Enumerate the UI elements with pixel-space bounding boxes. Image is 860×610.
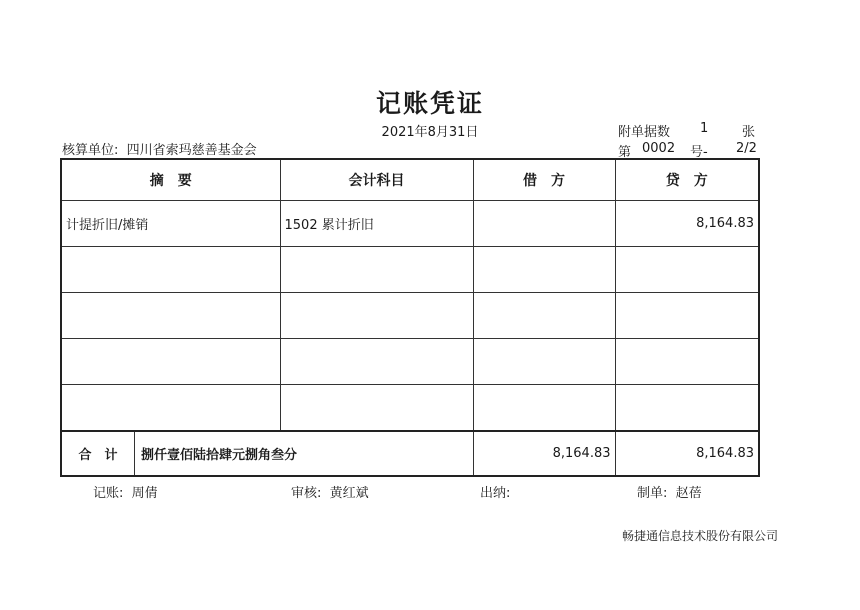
total-amount-words: 捌仟壹佰陆拾肆元捌角叁分 — [141, 448, 298, 463]
cell-summary — [61, 339, 280, 385]
attachment-label: 附单据数 — [618, 125, 671, 140]
table-row — [61, 339, 759, 385]
preparer-label: 制单: — [637, 486, 668, 501]
voucher-table — [60, 158, 760, 477]
reviewer-name: 黄红斌 — [329, 486, 369, 501]
cell-credit — [615, 385, 759, 432]
bookkeeper-signature — [93, 482, 158, 501]
header-debit: 借 方 — [473, 159, 615, 201]
cell-credit: 8,164.83 — [615, 201, 759, 247]
cell-summary: 计提折旧/摊销 — [61, 201, 280, 247]
attachment-count — [618, 121, 756, 140]
total-label: 合 计 — [62, 432, 135, 475]
cell-debit — [473, 385, 615, 432]
cell-debit — [473, 339, 615, 385]
preparer-name: 赵蓓 — [675, 486, 702, 501]
bookkeeper-label: 记账: — [93, 486, 124, 501]
bookkeeper-name: 周倩 — [131, 486, 158, 501]
cashier-label: 出纳: — [480, 486, 511, 501]
voucher-page: 2/2 — [736, 141, 757, 156]
cell-debit — [473, 201, 615, 247]
cell-account: 1502 累计折旧 — [280, 201, 473, 247]
header-credit: 贷 方 — [615, 159, 759, 201]
attachment-number: 1 — [700, 121, 709, 136]
total-debit: 8,164.83 — [473, 431, 615, 476]
cell-debit — [473, 293, 615, 339]
cell-credit — [615, 293, 759, 339]
total-cell — [61, 431, 473, 476]
cell-credit — [615, 247, 759, 293]
cell-credit — [615, 339, 759, 385]
voucher-number-prefix: 第 — [618, 145, 632, 160]
accounting-unit — [62, 139, 257, 158]
table-row — [61, 247, 759, 293]
header-account: 会计科目 — [280, 159, 473, 201]
cell-summary — [61, 385, 280, 432]
cell-account — [280, 293, 473, 339]
software-vendor: 畅捷通信息技术股份有限公司 — [622, 529, 779, 543]
cell-summary — [61, 293, 280, 339]
table-row — [61, 385, 759, 432]
cell-debit — [473, 247, 615, 293]
total-row — [61, 431, 759, 476]
reviewer-signature — [291, 482, 369, 501]
accounting-unit-value: 四川省索玛慈善基金会 — [126, 143, 257, 158]
cell-account — [280, 247, 473, 293]
voucher-date: 2021年8月31日 — [381, 125, 479, 140]
preparer-signature — [637, 482, 702, 501]
attachment-unit: 张 — [742, 125, 756, 140]
table-row — [61, 201, 759, 247]
header-summary: 摘 要 — [61, 159, 280, 201]
voucher-title: 记账凭证 — [375, 89, 484, 118]
table-row — [61, 293, 759, 339]
cell-account — [280, 339, 473, 385]
voucher-number-suffix: 号- — [690, 145, 708, 160]
cell-summary — [61, 247, 280, 293]
total-credit: 8,164.83 — [615, 431, 759, 476]
cell-account — [280, 385, 473, 432]
reviewer-label: 审核: — [291, 486, 322, 501]
cashier-signature — [480, 482, 515, 501]
voucher-number-value: 0002 — [642, 141, 676, 156]
accounting-unit-label: 核算单位: — [62, 143, 119, 158]
table-header-row — [61, 159, 759, 201]
